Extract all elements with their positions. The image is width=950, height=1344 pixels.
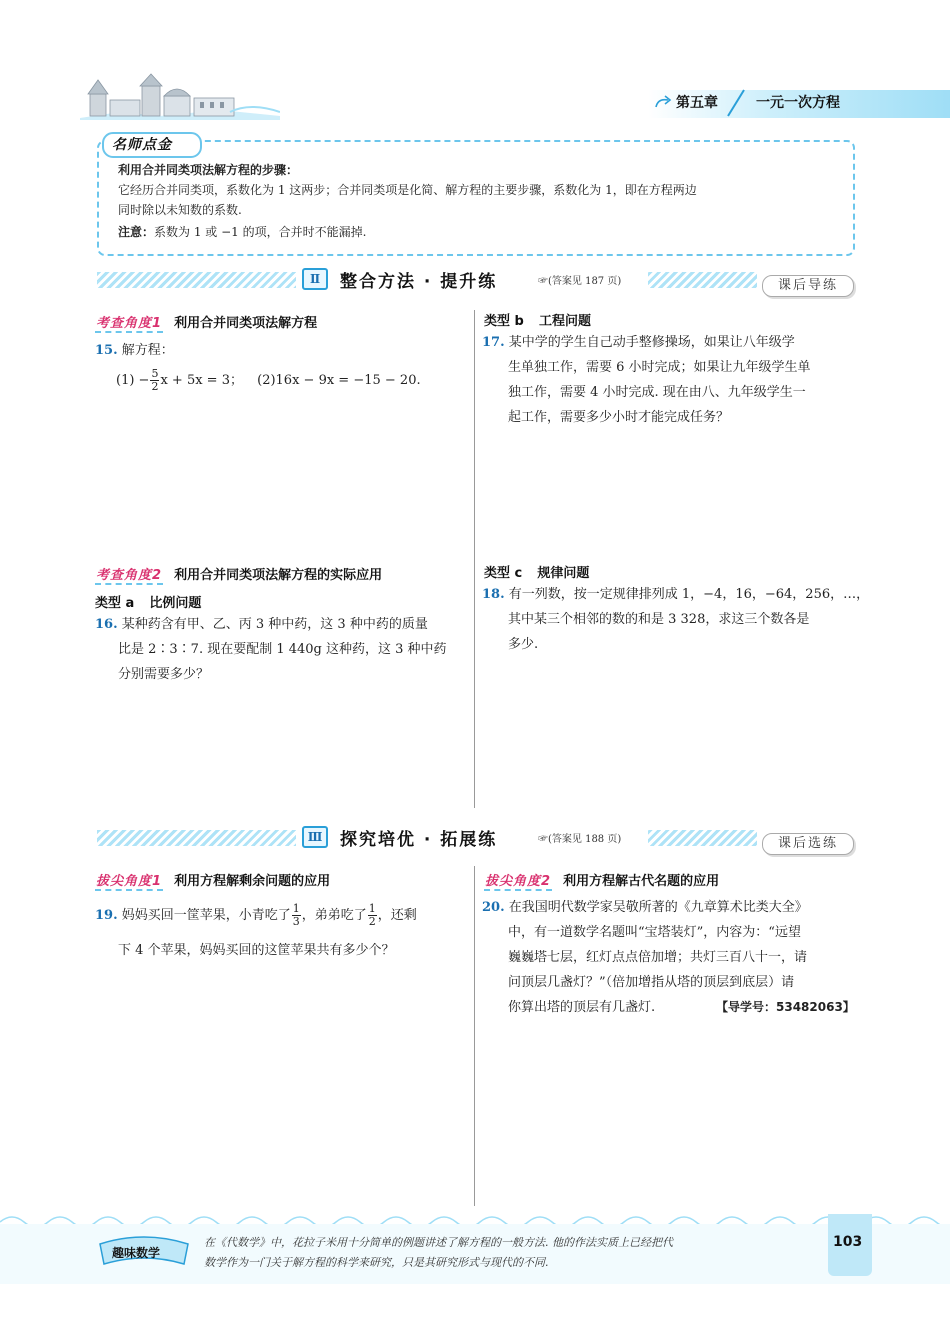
equation-rest: x + 5x = 3； (160, 373, 243, 388)
problem-number: 16. (95, 617, 118, 632)
castle-illustration (80, 72, 280, 120)
problem-19 (95, 903, 417, 928)
problem-text: 你算出塔的顶层有几盏灯. (508, 1000, 656, 1015)
problem-text: 某中学的学生自己动手整修操场，如果让八年级学 (508, 335, 795, 350)
problem-text: 妈妈买回一筐苹果，小青吃了 (121, 908, 291, 923)
tip-note-text: 系数为 1 或 −1 的项，合并时不能漏掉. (154, 225, 367, 239)
tip-heading: 利用合并同类项法解方程的步骤： (118, 163, 299, 177)
column-divider (474, 866, 475, 1206)
type-label: 类型 b (484, 314, 524, 329)
problem-text: 中，有一道数学名题叫“宝塔装灯”，内容为：“远望 (508, 925, 801, 940)
arrow-icon (654, 95, 672, 111)
problem-number: 18. (482, 587, 505, 602)
angle-tag: 考查角度1 (96, 316, 163, 331)
page-number: 103 (833, 1234, 863, 1250)
elective-tag: 课后选练 (762, 833, 854, 855)
chapter-title: 一元一次方程 (756, 95, 840, 111)
fraction-numerator: 5 (151, 367, 159, 380)
type-title: 规律问题 (537, 566, 590, 581)
angle-title: 利用合并同类项法解方程 (174, 316, 318, 331)
problem-text: 起工作，需要多少小时才能完成任务？ (508, 410, 730, 425)
angle-tag: 拔尖角度2 (485, 874, 552, 889)
footer-text: 在《代数学》中，花拉子米用十分简单的例题讲述了解方程的一般方法. 他的作法实质上已经把代 (204, 1236, 673, 1249)
fraction-denominator: 3 (292, 915, 300, 928)
problem-text: 巍巍塔七层，红灯点点倍加增；共灯三百八十一，请 (508, 950, 808, 965)
homework-tag: 课后导练 (762, 275, 854, 297)
problem-text: 在我国明代数学家吴敬所著的《九章算术比类大全》 (508, 900, 808, 915)
problem-text: 生单独工作，需要 6 小时完成；如果让九年级学生单 (508, 360, 811, 375)
problem-text: 下 4 个苹果，妈妈买回的这筐苹果共有多少个？ (118, 943, 395, 958)
problem-18 (482, 582, 869, 607)
equation-line (116, 368, 421, 393)
problem-text: 多少. (508, 637, 539, 652)
angle-title: 利用合并同类项法解方程的实际应用 (174, 568, 383, 583)
problem-text: 其中某三个相邻的数的和是 3 328，求这三个数各是 (508, 612, 810, 627)
problem-15 (95, 338, 174, 363)
problem-16 (95, 612, 428, 637)
problem-text: 分别需要多少？ (118, 667, 210, 682)
fraction-denominator: 2 (368, 915, 376, 928)
section-title: 整合方法 · 提升练 (340, 272, 498, 292)
guide-number: 【导学号：53482063】 (716, 1000, 855, 1014)
problem-text: ，弟弟吃了 (301, 908, 367, 923)
chapter-number: 第五章 (676, 95, 718, 111)
tip-note-label: 注意： (118, 225, 155, 239)
answer-reference: ☞(答案见 188 页) (538, 834, 622, 845)
angle-header (484, 870, 719, 889)
problem-20 (482, 895, 808, 920)
tip-body-line: 同时除以未知数的系数. (118, 203, 242, 217)
problem-text: 比是 2∶3∶7. 现在要配制 1 440g 这种药，这 3 种中药 (118, 642, 447, 657)
fraction (368, 903, 377, 928)
tip-tag-label: 名师点金 (112, 137, 172, 153)
tip-body-line: 它经历合并同类项，系数化为 1 这两步；合并同类项是化简、解方程的主要步骤，系数化为 1，即在方程两边 (118, 183, 697, 197)
problem-text: 某种药含有甲、乙、丙 3 种中药，这 3 种中药的质量 (121, 617, 428, 632)
divider-slash (724, 88, 748, 118)
angle-tag: 拔尖角度1 (96, 874, 163, 889)
footer-wave (0, 1212, 950, 1224)
problem-17 (482, 330, 795, 355)
type-title: 比例问题 (149, 596, 202, 611)
problem-number: 15. (95, 343, 118, 358)
fraction (150, 368, 159, 393)
fraction-numerator: 1 (368, 902, 376, 915)
angle-header (95, 870, 330, 889)
answer-reference: ☞(答案见 187 页) (538, 276, 622, 287)
section-roman: Ⅲ (302, 826, 328, 848)
equation-2: (2)16x − 9x = −15 − 20. (257, 373, 421, 388)
tip-note (118, 222, 366, 242)
angle-title: 利用方程解剩余问题的应用 (174, 874, 331, 889)
angle-tag: 考查角度2 (96, 568, 163, 583)
problem-number: 17. (482, 335, 505, 350)
problem-text: 独工作，需要 4 小时完成. 现在由八、九年级学生一 (508, 385, 806, 400)
fraction-denominator: 2 (151, 380, 159, 393)
type-header (484, 562, 589, 581)
equation-prefix: (1) − (116, 373, 150, 388)
problem-text: 解方程： (121, 343, 174, 358)
problem-text: 问顶层几盏灯？”（倍加增指从塔的顶层到底层）请 (508, 975, 795, 990)
type-label: 类型 a (95, 596, 135, 611)
type-header (484, 310, 591, 329)
problem-number: 19. (95, 908, 118, 923)
type-label: 类型 c (484, 566, 523, 581)
angle-header (95, 312, 317, 331)
column-divider (474, 310, 475, 808)
angle-header (95, 564, 382, 583)
problem-number: 20. (482, 900, 505, 915)
problem-text: ，还剩 (377, 908, 417, 923)
angle-title: 利用方程解古代名题的应用 (563, 874, 720, 889)
type-header (95, 592, 201, 611)
section-title: 探究培优 · 拓展练 (340, 830, 498, 850)
problem-text: 有一列数，按一定规律排列成 1，−4，16，−64，256，…， (508, 587, 870, 602)
fraction (292, 903, 301, 928)
type-title: 工程问题 (538, 314, 591, 329)
fraction-numerator: 1 (292, 902, 300, 915)
footer-text: 数学作为一门关于解方程的科学来研究，只是其研究形式与现代的不同. (204, 1256, 549, 1269)
fun-math-label: 趣味数学 (112, 1246, 161, 1260)
section-roman: Ⅱ (302, 268, 328, 290)
